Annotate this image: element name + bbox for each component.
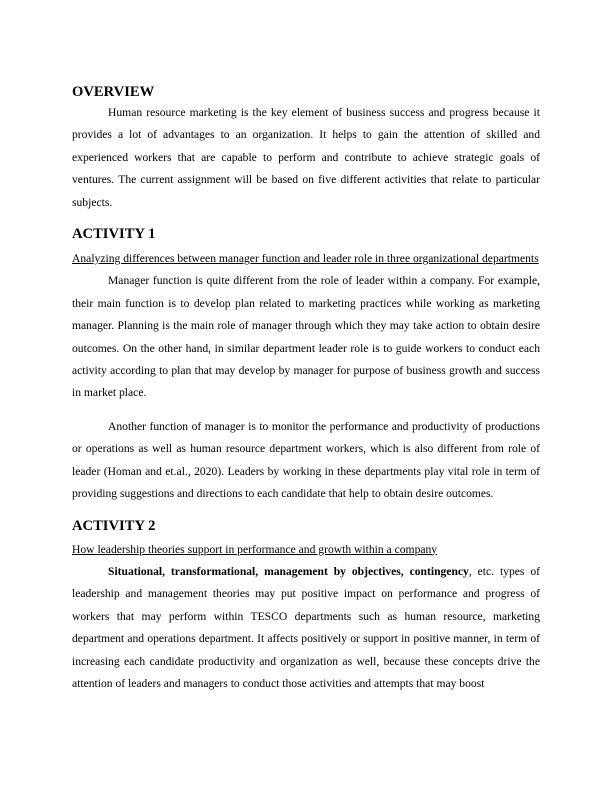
activity2-paragraph bbox=[72, 561, 540, 695]
activity1-heading: ACTIVITY 1 bbox=[72, 226, 156, 243]
activity1-subheading: Analyzing differences between manager function and leader role in three organizational departments bbox=[72, 252, 539, 266]
activity1-paragraph-2: Another function of manager is to monitor the performance and productivity of productions or operations as well as human resource department workers, which is also different from role of leader (Homan and et.al., 2020). Leaders by working in these departments play vital role in term of providing suggestions and directions to each candidate that help to obtain desire outcomes. bbox=[72, 419, 540, 501]
activity2-theories-bold: Situational, transformational, management by objectives, contingency bbox=[108, 564, 469, 578]
overview-heading: OVERVIEW bbox=[72, 84, 155, 100]
activity1-paragraph-1: Manager function is quite different from the role of leader within a company. For example, their main function is to develop plan related to marketing practices while working as marketing manager. Planning is the main role of manager through which they may take action to obtain desire outcomes. On the other hand, in similar department leader role is to guide workers to conduct each activity according to plan that may develop by manager for purpose of business growth and success in market place. bbox=[72, 274, 540, 400]
activity2-paragraph-text: , etc. types of leadership and management theories may put positive impact on performance and progress of workers that may perform within TESCO departments such as human resource, marketing department and operations department. It affects positively or support in positive manner, in term of increasing each candidate productivity and organization as well, because these concepts drive the attention of leaders and managers to conduct those activities and attempts that may boost bbox=[72, 564, 540, 690]
activity2-heading: ACTIVITY 2 bbox=[72, 517, 156, 534]
document-page bbox=[72, 82, 540, 695]
overview-paragraph: Human resource marketing is the key element of business success and progress because it provides a lot of advantages to an organization. It helps to gain the attention of skilled and experienced workers that are capable to perform and contribute to achieve strategic goals of ventures. The current assignment will be based on five different activities that relate to particular subjects. bbox=[72, 106, 540, 209]
activity2-subheading: How leadership theories support in performance and growth within a company bbox=[72, 542, 438, 556]
